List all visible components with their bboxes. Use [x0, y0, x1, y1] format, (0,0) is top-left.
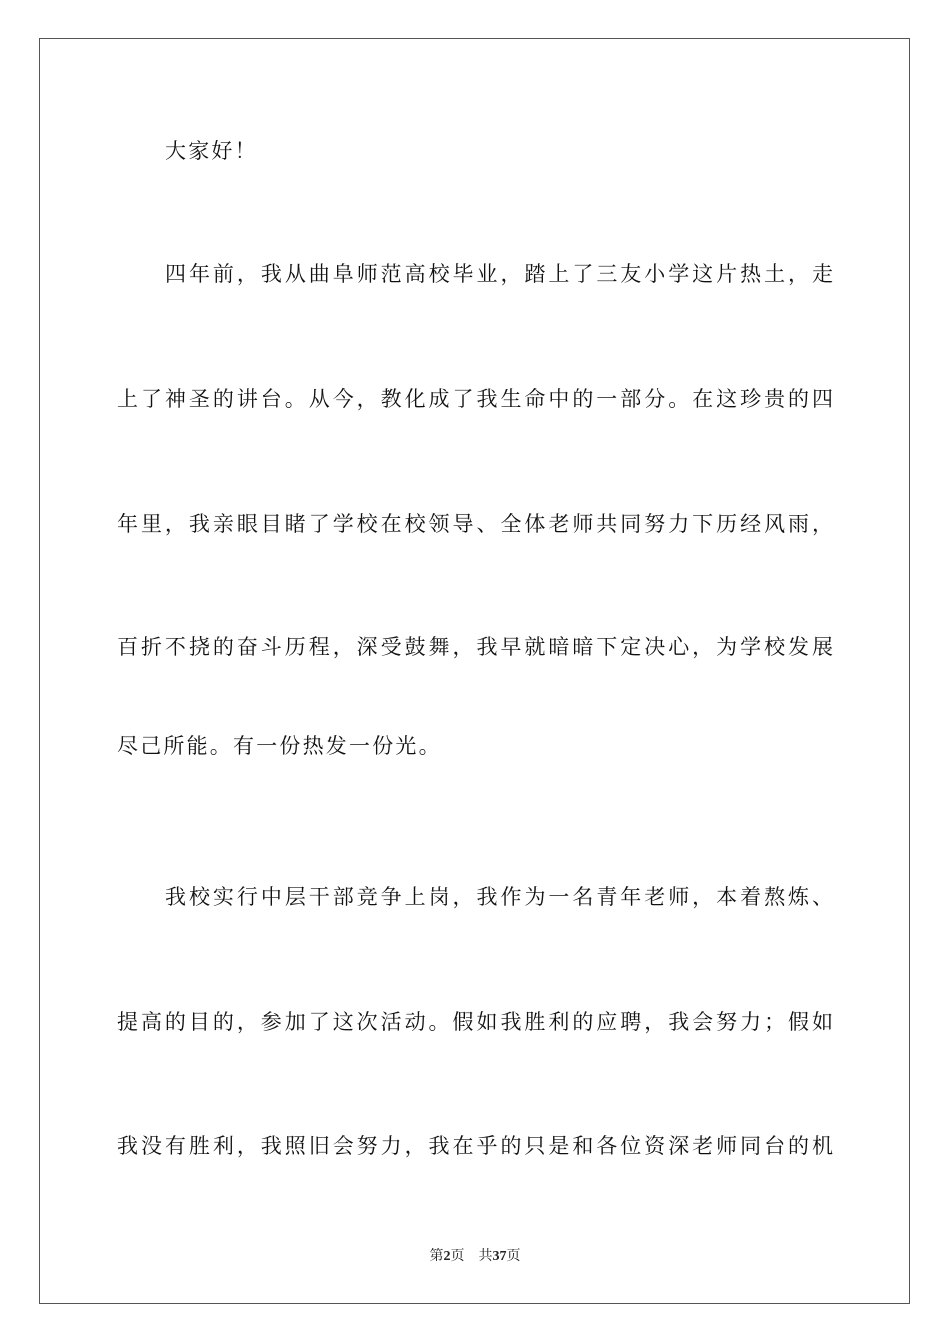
paragraph-line: 我没有胜利，我照旧会努力，我在乎的只是和各位资深老师同台的机	[117, 1134, 833, 1158]
page-footer	[0, 1247, 950, 1266]
page-number: 2	[443, 1249, 451, 1264]
greeting-line: 大家好！	[165, 139, 258, 163]
paragraph-line: 尽己所能。有一份热发一份光。	[117, 734, 442, 758]
paragraph-line: 四年前，我从曲阜师范高校毕业，踏上了三友小学这片热土，走	[165, 262, 833, 286]
paragraph-line: 提高的目的，参加了这次活动。假如我胜利的应聘，我会努力；假如	[117, 1010, 833, 1034]
paragraph-line: 百折不挠的奋斗历程，深受鼓舞，我早就暗暗下定决心，为学校发展	[117, 635, 833, 659]
paragraph-line: 我校实行中层干部竞争上岗，我作为一名青年老师，本着熬炼、	[165, 885, 833, 909]
total-suffix: 页	[506, 1248, 521, 1264]
total-pages: 37	[492, 1249, 507, 1264]
paragraph-line: 上了神圣的讲台。从今，教化成了我生命中的一部分。在这珍贵的四	[117, 387, 833, 411]
total-prefix: 共	[478, 1248, 493, 1264]
page-suffix: 页	[450, 1248, 465, 1264]
paragraph-line: 年里，我亲眼目睹了学校在校领导、全体老师共同努力下历经风雨，	[117, 512, 833, 536]
page-prefix: 第	[429, 1248, 444, 1264]
page-border	[39, 38, 910, 1304]
